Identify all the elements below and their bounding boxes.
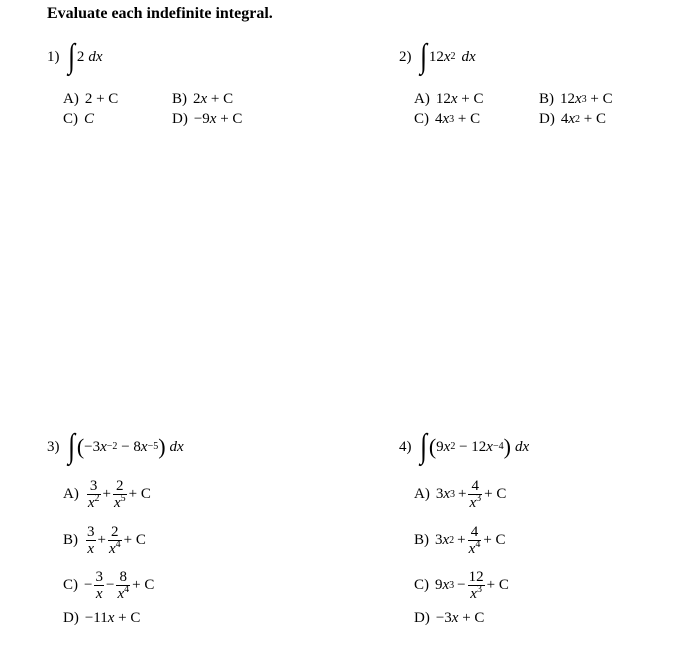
problem-3: 3) ∫ ( −3 x −2 − 8 x −5 ) dx	[47, 428, 184, 465]
problem-1-number: 1)	[47, 48, 60, 65]
problem-1-choice-d: D) −9 x + C	[172, 111, 243, 127]
problem-3-choice-b: B) $\frac{3}{x}$ + $\frac{2}{x^4}$ + C	[63, 524, 146, 557]
problem-3-dx: dx	[169, 438, 184, 455]
integral-sign: ∫	[419, 38, 427, 75]
problem-1-integrand: 2	[76, 48, 85, 65]
problem-3-number: 3)	[47, 438, 60, 455]
problem-3-choice-c: C) − $\frac{3}{x}$ − $\frac{8}{x^4}$ + C	[63, 569, 155, 602]
problem-4-number: 4)	[399, 438, 412, 455]
problem-1-choice-c: C) C	[63, 111, 95, 127]
problem-1-choice-b: B) 2 x + C	[172, 91, 234, 107]
problem-1-choice-a: A) 2 + C	[63, 91, 119, 107]
worksheet-title: Evaluate each indefinite integral.	[47, 5, 273, 22]
problem-4-dx: dx	[514, 438, 530, 455]
problem-2-choice-d: D) 4 x 2 + C	[539, 111, 606, 127]
problem-2-choice-c: C) 4 x 3 + C	[414, 111, 481, 127]
problem-2-dx: dx	[461, 48, 476, 65]
problem-3-choice-d: D) −11 x + C	[63, 610, 141, 626]
problem-3-choice-a: A) $\frac{3}{x^2}$ + $\frac{2}{x^5}$ + C	[63, 478, 151, 511]
problem-2-choice-a: A) 12 x + C	[414, 91, 484, 107]
integral-sign: ∫	[419, 428, 427, 465]
problem-4-choice-b: B) 3 x 2 + $\frac{4}{x^4}$ + C	[414, 524, 506, 557]
problem-4: 4) ∫ ( 9 x 2 − 12 x −4 ) dx	[399, 428, 530, 465]
problem-4-choice-c: C) 9 x 3 − $\frac{12}{x^3}$ + C	[414, 569, 509, 602]
problem-4-choice-a: A) 3 x 3 + $\frac{4}{x^3}$ + C	[414, 478, 507, 511]
problem-1-dx: dx	[88, 48, 103, 65]
integral-sign: ∫	[67, 38, 75, 75]
problem-4-choice-d: D) −3 x + C	[414, 610, 485, 626]
integral-sign: ∫	[67, 428, 75, 465]
problem-2-choice-b: B) 12 x 3 + C	[539, 91, 613, 107]
problem-2-number: 2)	[399, 48, 412, 65]
problem-2: 2) ∫ 12 x 2 dx	[399, 38, 476, 75]
problem-1	[47, 40, 103, 74]
